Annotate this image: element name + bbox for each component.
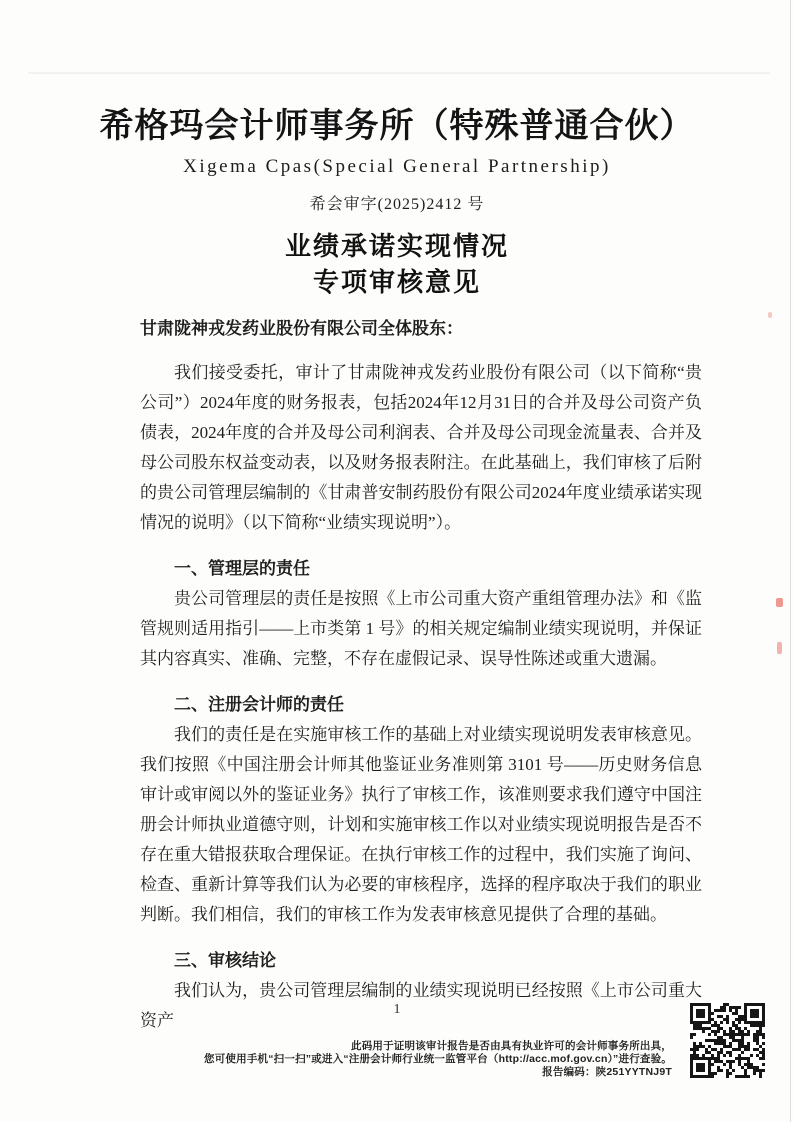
red-ink-speck [776,598,783,607]
scan-smudge-artifact [28,72,770,74]
salutation: 甘肃陇神戎发药业股份有限公司全体股东： [140,319,463,338]
section-body-cpa-responsibility: 我们的责任是在实施审核工作的基础上对业绩实现说明发表审核意见。我们按照《中国注册会计师其他鉴证业务准则第 3101 号——历史财务信息审计或审阅以外的鉴证业务》执行了审核工作，该准则要求我们遵守中国注册会计师执业道德守则，计划和实施审核工作以对业绩实现说明报告是否不存在重大错报获取合理保证。在执行审核工作的过程中，我们实施了询问、检查、重新计算等我们认为必要的审核程序，选择的程序取决于我们的职业判断。我们相信，我们的审核工作为发表审核意见提供了合理的基础。 [140,725,702,924]
verification-note [204,1040,672,1079]
firm-name-chinese: 希格玛会计师事务所（特殊普通合伙） [99,107,695,145]
section-heading-cpa-responsibility: 二、注册会计师的责任 [174,695,344,714]
firm-name-english: Xigema Cpas(Special General Partnership) [183,156,611,177]
verification-note-line-1: 此码用于证明该审计报告是否由具有执业许可的会计师事务所出具， [351,1040,672,1052]
section-body-management-responsibility: 贵公司管理层的责任是按照《上市公司重大资产重组管理办法》和《监管规则适用指引——上市类第 1 号》的相关规定编制业绩实现说明，并保证其内容真实、准确、完整，不存在虚假记录、误导性陈述或重大遗漏。 [140,589,702,668]
section-heading-management-responsibility: 一、管理层的责任 [174,559,310,578]
scan-edge-artifact [790,0,791,1122]
section-heading-audit-conclusion: 三、审核结论 [174,951,276,970]
page-number: 1 [393,1002,401,1017]
section-body-audit-conclusion: 我们认为，贵公司管理层编制的业绩实现说明已经按照《上市公司重大资产 [140,981,702,1030]
report-title-line-2: 专项审核意见 [312,267,481,297]
report-code: 报告编码：陕251YYTNJ9T [542,1066,672,1078]
report-body [140,314,702,1036]
report-title-line-1: 业绩承诺实现情况 [284,231,509,261]
document-reference-number: 希会审字(2025)2412 号 [309,196,485,213]
intro-paragraph: 我们接受委托，审计了甘肃陇神戎发药业股份有限公司（以下简称“贵公司”）2024年度的财务报表，包括2024年12月31日的合并及母公司资产负债表，2024年度的合并及母公司利润表、合并及母公司现金流量表、合并及母公司股东权益变动表，以及财务报表附注。在此基础上，我们审核了后附的贵公司管理层编制的《甘肃普安制药股份有限公司2024年度业绩承诺实现情况的说明》（以下简称“业绩实现说明”）。 [140,363,702,532]
qr-code-icon [688,1001,766,1079]
red-ink-speck [768,312,772,318]
red-ink-speck [777,642,782,654]
report-header [0,0,794,300]
verification-note-line-2: 您可使用手机“扫一扫”或进入“注册会计师行业统一监管平台（http://acc.mof.gov.cn）”进行查验。 [204,1053,672,1065]
